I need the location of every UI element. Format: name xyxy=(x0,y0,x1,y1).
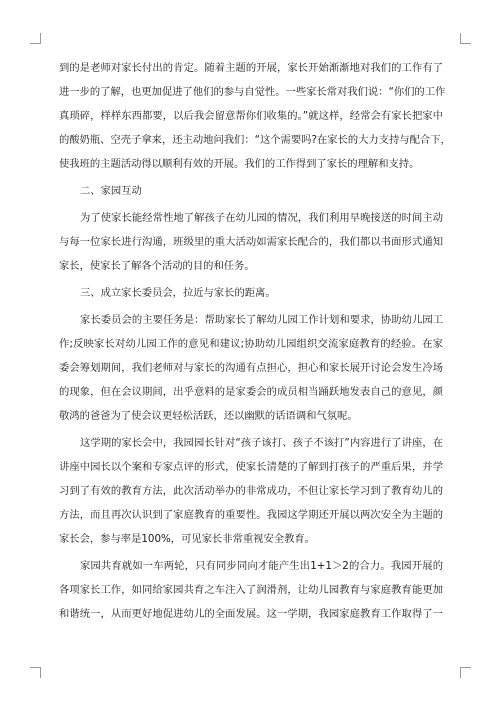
crop-mark-top-left xyxy=(30,33,41,44)
text-line: 的酸奶瓶、空壳子拿来，还主动地问我们：“这个需要吗?在家长的大力支持与配合下， xyxy=(59,134,451,146)
text-line: 和谐统一，从而更好地促进幼儿的全面发展。这一学期，我园家庭教育工作取得了一 xyxy=(59,608,443,620)
section-heading-parent-committee: 三、成立家长委员会，拉近与家长的距离。 xyxy=(80,287,276,299)
text-line: 习到了有效的教育方法，此次活动举办的非常成功，不但让家长学习到了教育幼儿的 xyxy=(59,485,443,497)
text-line: 进一步的了解，也更加促进了他们的参与自觉性。一些家长常对我们说：“你们的工作 xyxy=(59,86,446,98)
text-line: 方法，而且再次认识到了家庭教育的重要性。我园这学期还开展以两次安全为主题的 xyxy=(59,509,443,521)
text-line: 的现象，但在会议期间，出乎意料的是家委会的成员相当踊跃地发表自己的意见，颜 xyxy=(59,386,443,398)
paragraph-parent-support xyxy=(59,62,451,171)
text-line: 敬鸿的爸爸为了使会议更轻松活跃，还以幽默的话语调和气氛呢。 xyxy=(59,410,358,422)
text-line: 家长，使家长了解各个活动的目的和任务。 xyxy=(59,260,255,272)
document-body xyxy=(59,62,451,621)
text-line: 家长会，参与率是100%，可见家长非常重视安全教育。 xyxy=(59,533,315,545)
crop-mark-bottom-left xyxy=(30,667,41,678)
paragraph-committee-tasks xyxy=(59,314,443,423)
text-line: 与每一位家长进行沟通，班级里的重大活动如需家长配合的，我们都以书面形式通知 xyxy=(59,236,443,248)
text-line: 使我班的主题活动得以顺利有效的开展。我们的工作得到了家长的理解和支持。 xyxy=(59,158,420,170)
text-line: 讲座中园长以个案和专家点评的形式，使家长清楚的了解到打孩子的严重后果，并学 xyxy=(59,461,443,473)
text-line: 作;反映家长对幼儿园工作的意见和建议;协助幼儿园组织交流家庭教育的经验。在家 xyxy=(59,338,443,350)
text-line: 为了使家长能经常性地了解孩子在幼儿园的情况，我们利用早晚接送的时间主动 xyxy=(80,212,443,224)
paragraph-parent-meeting xyxy=(59,437,443,546)
crop-mark-bottom-right xyxy=(460,667,471,678)
text-line: 真琐碎，样样东西都要，以后我会留意帮你们收集的。”就这样，经常会有家长把家中 xyxy=(59,110,443,122)
text-line: 这学期的家长会中，我园园长针对“孩子该打、孩子不该打”内容进行了讲座，在 xyxy=(80,437,443,449)
paragraph-communication xyxy=(59,212,443,273)
text-line: 各项家长工作，如同给家园共育之车注入了润滑剂，让幼儿园教育与家庭教育能更加 xyxy=(59,584,443,596)
text-line: 到的是老师对家长付出的肯定。随着主题的开展，家长开始渐渐地对我们的工作有了 xyxy=(59,62,443,74)
text-line: 家园共育就如一车两轮，只有同步同向才能产生出1+1＞2的合力。我园开展的 xyxy=(80,560,443,572)
paragraph-co-education xyxy=(59,560,443,621)
crop-mark-top-right xyxy=(460,33,471,44)
section-heading-home-school-interaction: 二、家园互动 xyxy=(80,185,142,197)
text-line: 家长委员会的主要任务是：帮助家长了解幼儿园工作计划和要求，协助幼儿园工 xyxy=(80,314,443,326)
text-line: 委会筹划期间，我们老师对与家长的沟通有点担心，担心和家长展开讨论会发生冷场 xyxy=(59,362,443,374)
